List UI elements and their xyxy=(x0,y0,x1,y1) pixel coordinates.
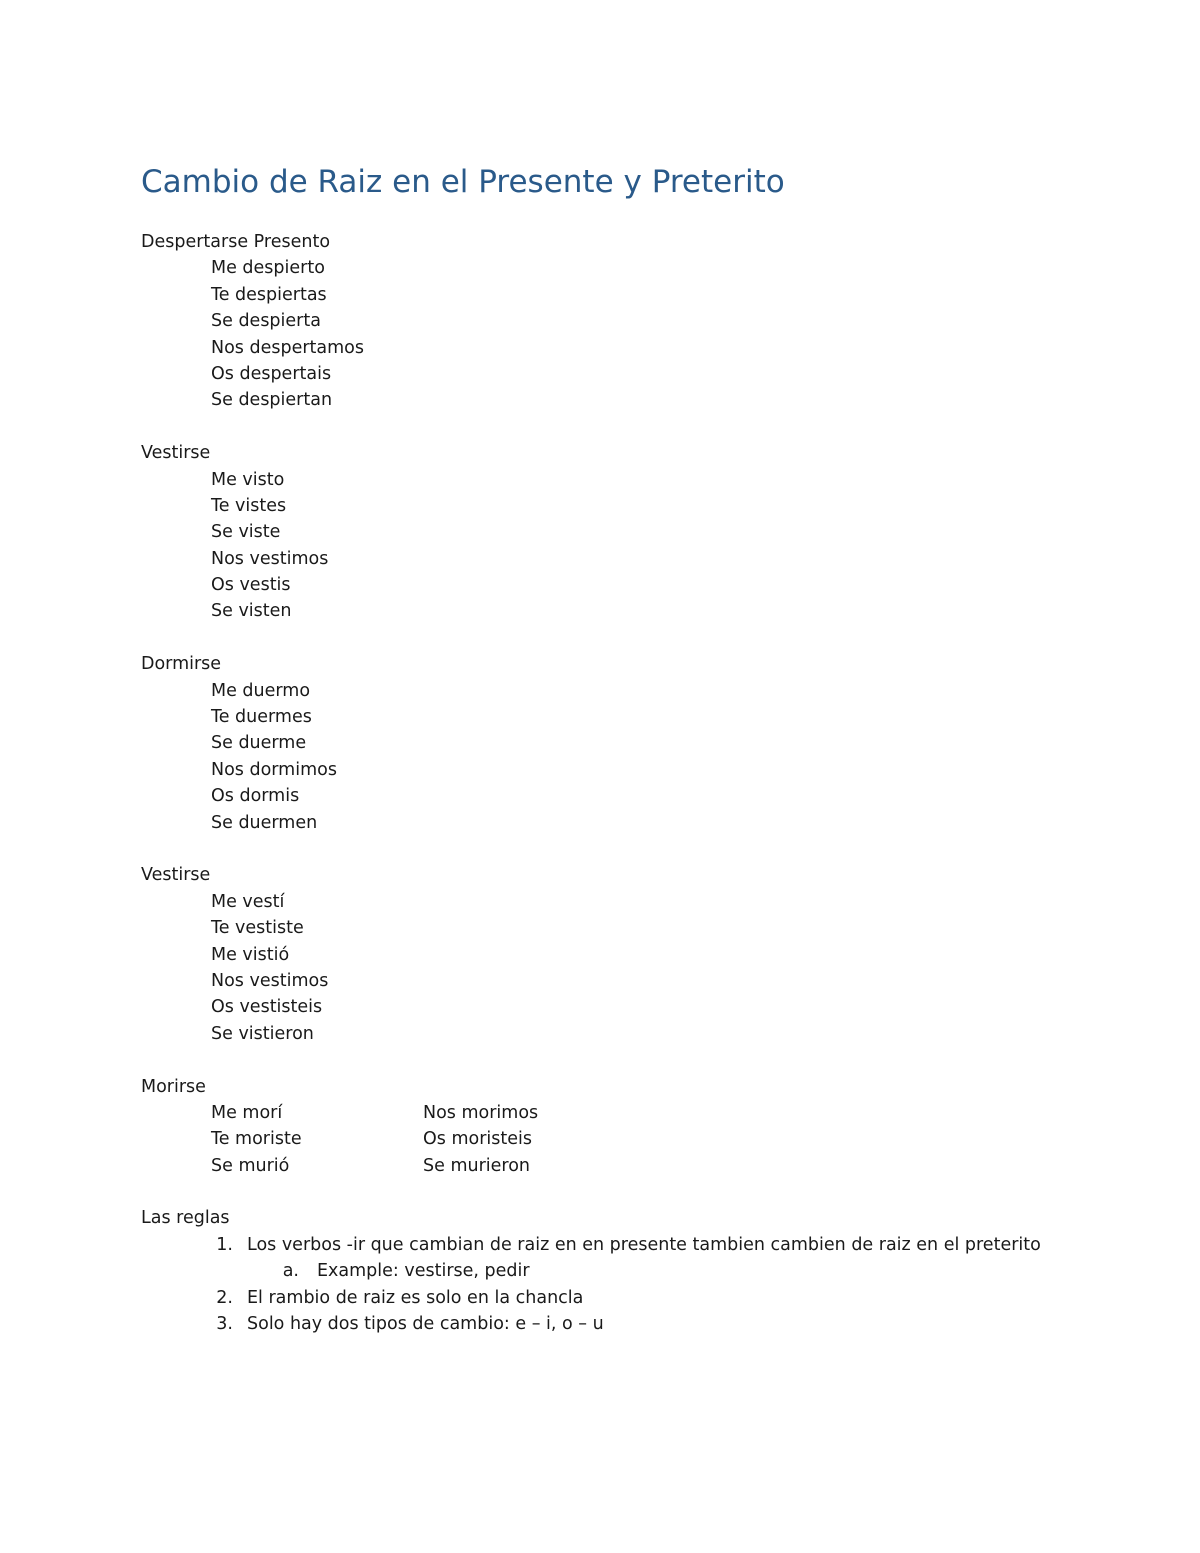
conjugation-line: Me despierto xyxy=(211,258,325,279)
conjugation-line: Se vistieron xyxy=(211,1023,314,1044)
blank-line xyxy=(141,1047,1141,1073)
document-title: Cambio de Raiz en el Presente y Preterito xyxy=(141,164,785,200)
conjugation-line: Te vestiste xyxy=(211,918,304,939)
conjugation-line: Te despiertas xyxy=(211,284,327,305)
rule-number: 3. xyxy=(216,1314,233,1335)
conjugation-row xyxy=(141,1126,1141,1152)
conjugation-plural: Os moristeis xyxy=(423,1129,532,1150)
rule-subnumber: a. xyxy=(282,1261,299,1282)
conjugation-plural: Nos morimos xyxy=(423,1102,539,1123)
conjugation-line: Os vestisteis xyxy=(211,997,323,1018)
section-heading-vestirse-preterito: Vestirse xyxy=(141,865,211,886)
conjugation-line: Se duerme xyxy=(211,733,307,754)
conjugation-singular: Me morí xyxy=(211,1102,283,1123)
conjugation-line: Nos vestimos xyxy=(211,970,329,991)
rule-text: El rambio de raiz es solo en la chancla xyxy=(247,1287,584,1308)
conjugation-plural: Se murieron xyxy=(423,1155,531,1176)
rule-subitem xyxy=(141,1258,1141,1284)
conjugation-line: Se viste xyxy=(211,522,281,543)
rule-item xyxy=(141,1285,1141,1311)
conjugation-line: Se despierta xyxy=(211,311,321,332)
rule-number: 2. xyxy=(216,1287,233,1308)
rule-subtext: Example: vestirse, pedir xyxy=(317,1261,530,1282)
blank-line xyxy=(141,625,1141,651)
rule-item xyxy=(141,1311,1141,1337)
conjugation-singular: Se murió xyxy=(211,1155,290,1176)
conjugation-line: Te vistes xyxy=(211,495,287,516)
blank-line xyxy=(141,1179,1141,1205)
conjugation-line: Nos dormimos xyxy=(211,759,337,780)
rule-text: Solo hay dos tipos de cambio: e – i, o – u xyxy=(247,1314,604,1335)
conjugation-line: Me vestí xyxy=(211,891,285,912)
blank-line xyxy=(141,836,1141,862)
conjugation-line: Os despertais xyxy=(211,363,332,384)
conjugation-singular: Te moriste xyxy=(211,1129,302,1150)
conjugation-line: Os vestis xyxy=(211,575,291,596)
conjugation-line: Se despiertan xyxy=(211,390,333,411)
conjugation-line: Nos despertamos xyxy=(211,337,364,358)
conjugation-row xyxy=(141,1100,1141,1126)
blank-line xyxy=(141,414,1141,440)
conjugation-line: Me duermo xyxy=(211,680,311,701)
conjugation-row xyxy=(141,1153,1141,1179)
document-body xyxy=(141,229,1141,1337)
conjugation-line: Os dormis xyxy=(211,786,300,807)
conjugation-line: Se visten xyxy=(211,601,292,622)
conjugation-line: Nos vestimos xyxy=(211,548,329,569)
conjugation-line: Me vistió xyxy=(211,944,290,965)
section-heading-morirse: Morirse xyxy=(141,1076,206,1097)
conjugation-line: Te duermes xyxy=(211,707,312,728)
rule-item xyxy=(141,1232,1141,1258)
section-heading-dormirse: Dormirse xyxy=(141,654,222,675)
section-heading-despertarse: Despertarse Presento xyxy=(141,232,331,252)
conjugation-line: Me visto xyxy=(211,469,285,490)
section-heading-reglas: Las reglas xyxy=(141,1208,230,1229)
conjugation-line: Se duermen xyxy=(211,812,318,833)
rule-text: Los verbos -ir que cambian de raiz en en presente tambien cambien de raiz en el preterito xyxy=(247,1234,1041,1255)
section-heading-vestirse-presente: Vestirse xyxy=(141,443,211,464)
rule-number: 1. xyxy=(216,1234,233,1255)
